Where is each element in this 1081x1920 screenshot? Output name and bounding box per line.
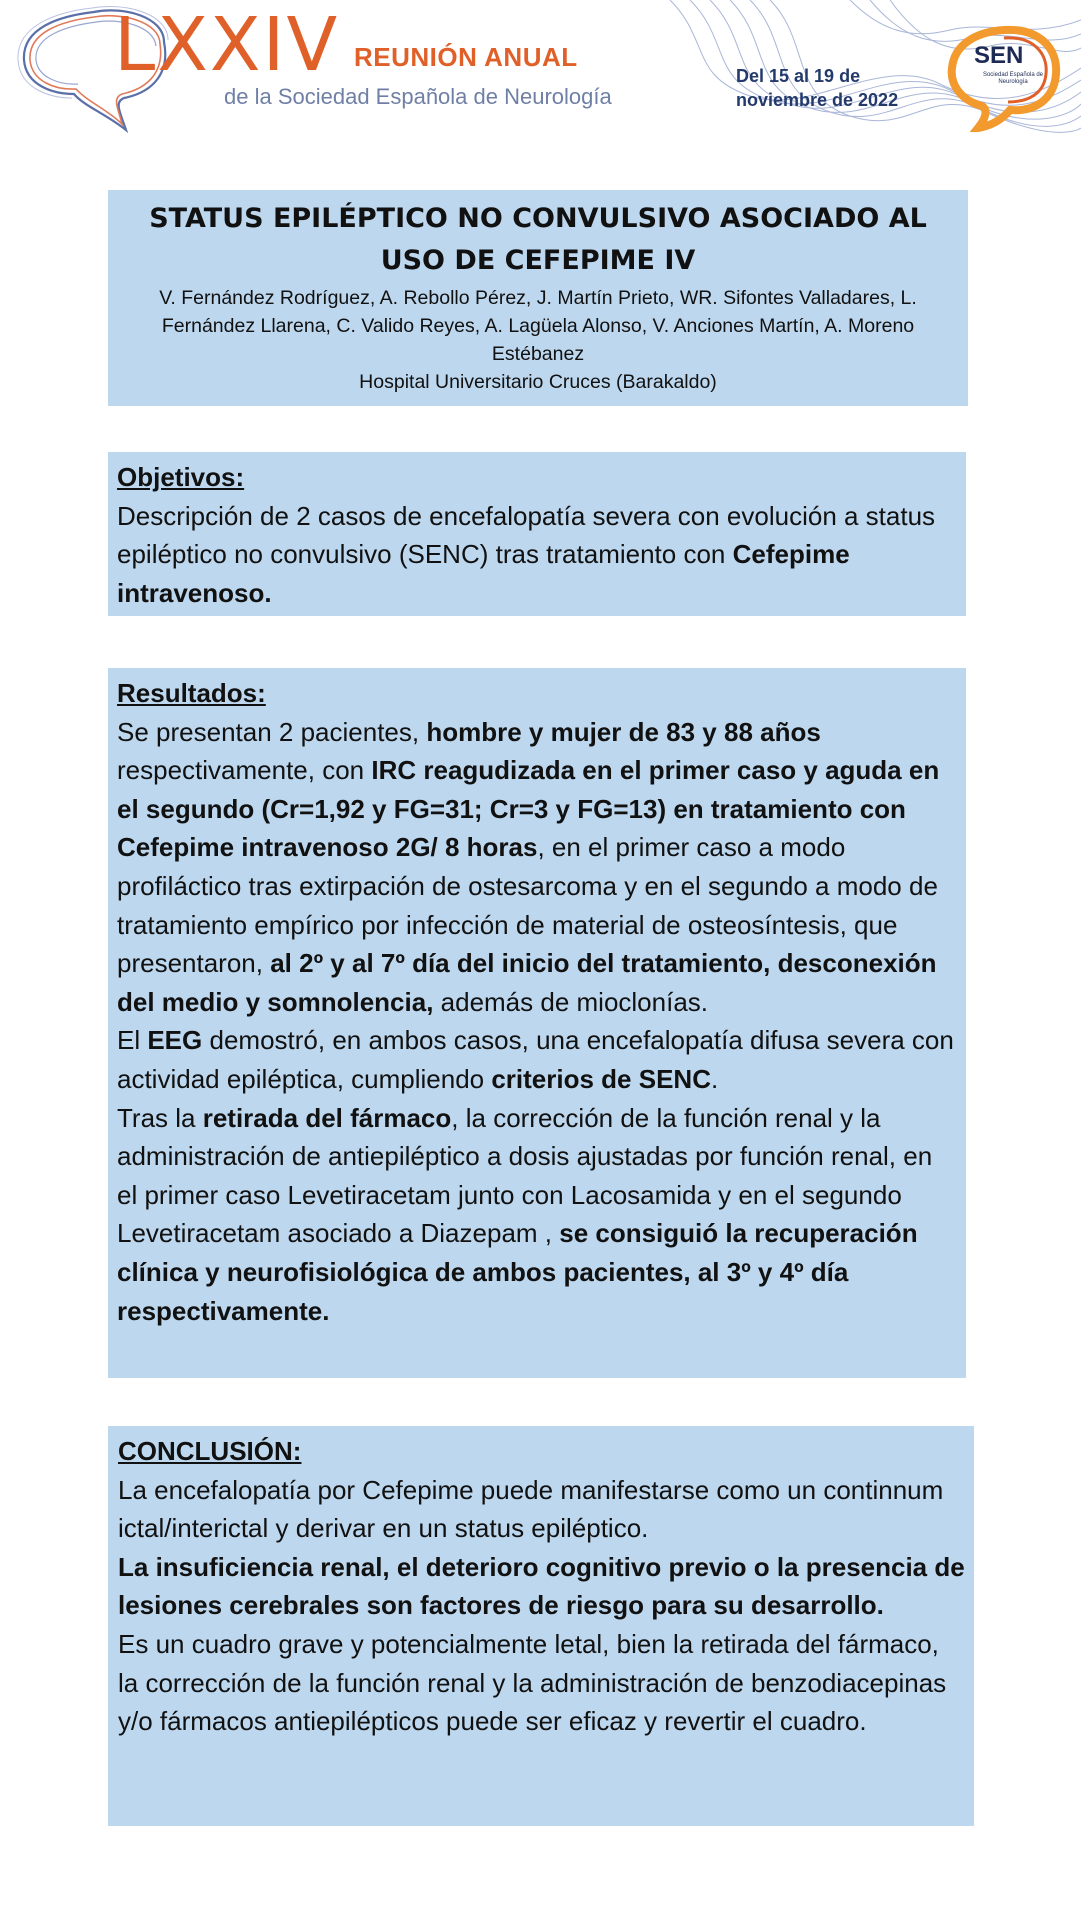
conclusion-heading: CONCLUSIÓN: — [118, 1436, 302, 1466]
sen-logo-subtitle: Sociedad Española de Neurología — [982, 72, 1044, 85]
res-p1-f: al 2º y al 7º día del inicio del tratamiento, desconexión del medio y somnolencia, — [117, 948, 937, 1017]
dates-line-1: Del 15 al 19 de — [736, 66, 861, 86]
conclusion-paragraph-1: La encefalopatía por Cefepime puede manifestarse como un continnum ictal/interictal y derivar en un status epiléptico. — [118, 1474, 944, 1544]
res-p1-a: Se presentan 2 pacientes, — [117, 716, 427, 747]
society-name: de la Sociedad Española de Neurología — [224, 84, 612, 109]
conclusion-paragraph-3: Es un cuadro grave y potencialmente letal, bien la retirada del fármaco, la corrección de la función renal y la administración de benzodiacepinas y/o fármacos antiepilépticos puede ser eficaz y revertir el cuadro. — [118, 1628, 947, 1737]
objetivos-text — [117, 497, 957, 613]
edition-roman-numeral: LXXIV — [114, 2, 340, 88]
header-banner — [0, 0, 1081, 140]
resultados-paragraph-2 — [117, 1021, 957, 1098]
res-p1-b: hombre y mujer de 83 y 88 años — [426, 716, 821, 747]
res-p3-c: , la corrección de la función renal y la administración de antiepiléptico a dosis ajustadas por función renal, en el primer caso Levetiracetam junto con Lacosamida y en el segundo Levetiracetam asociado a Diazepam , — [117, 1102, 933, 1249]
objetivos-text-plain: Descripción de 2 casos de encefalopatía severa con evolución a status epiléptico no convulsivo (SENC) tras tratamiento con — [117, 500, 936, 570]
res-p2-b: EEG — [147, 1025, 203, 1056]
res-p1-g: además de mioclonías. — [433, 986, 709, 1017]
resultados-heading: Resultados: — [117, 678, 266, 708]
poster-title-line-1: STATUS EPILÉPTICO NO CONVULSIVO ASOCIADO AL — [149, 203, 927, 234]
conclusion-paragraph-2: La insuficiencia renal, el deterioro cognitivo previo o la presencia de lesiones cerebrales son factores de riesgo para su desarrollo. — [118, 1551, 965, 1621]
sen-logo-text: SEN — [974, 42, 1024, 69]
event-dates — [736, 64, 898, 112]
res-p3-b: retirada del fármaco — [202, 1102, 452, 1133]
res-p3-d: se consiguió la recuperación clínica y neurofisiológica de ambos pacientes, al 3º y 4º día respectivamente. — [117, 1218, 918, 1326]
res-p1-d: IRC reagudizada en el primer caso y aguda en el segundo (Cr=1,92 y FG=31; Cr=3 y FG=13) en tratamiento con Cefepime intravenoso 2G/ 8 horas — [117, 755, 940, 863]
poster-title-line-2: USO DE CEFEPIME IV — [380, 245, 696, 276]
resultados-section — [108, 668, 966, 1378]
authors: V. Fernández Rodríguez, A. Rebollo Pérez, J. Martín Prieto, WR. Sifontes Valladares, L. Fernández Llarena, C. Valido Reyes, A. Lagüela Alonso, V. Anciones Martín, A. Moreno Estébanez — [159, 287, 917, 365]
res-p2-d: criterios de SENC — [491, 1063, 711, 1094]
objetivos-heading: Objetivos: — [117, 462, 245, 492]
res-p1-c: respectivamente, con — [117, 755, 372, 786]
hospital: Hospital Universitario Cruces (Barakaldo) — [359, 371, 717, 393]
res-p1-e: , en el primer caso a modo profiláctico tras extirpación de ostesarcoma y en el segundo a modo de tratamiento empírico por infección de material de osteosíntesis, que presentaron, — [117, 832, 938, 979]
resultados-paragraph-1 — [117, 713, 957, 1022]
reunion-anual-label: REUNIÓN ANUAL — [354, 42, 578, 72]
objetivos-section — [108, 452, 966, 616]
res-p2-c: demostró, en ambos casos, una encefalopatía difusa severa con actividad epiléptica, cumpliendo — [117, 1025, 954, 1094]
title-block — [108, 190, 968, 406]
dates-line-2: noviembre de 2022 — [736, 90, 899, 110]
objetivos-text-bold: Cefepime intravenoso. — [117, 539, 850, 608]
res-p2-a: El — [117, 1025, 148, 1056]
conclusion-section — [108, 1426, 974, 1826]
resultados-paragraph-3 — [117, 1099, 957, 1331]
res-p3-a: Tras la — [117, 1102, 203, 1133]
res-p2-e: . — [710, 1063, 719, 1094]
